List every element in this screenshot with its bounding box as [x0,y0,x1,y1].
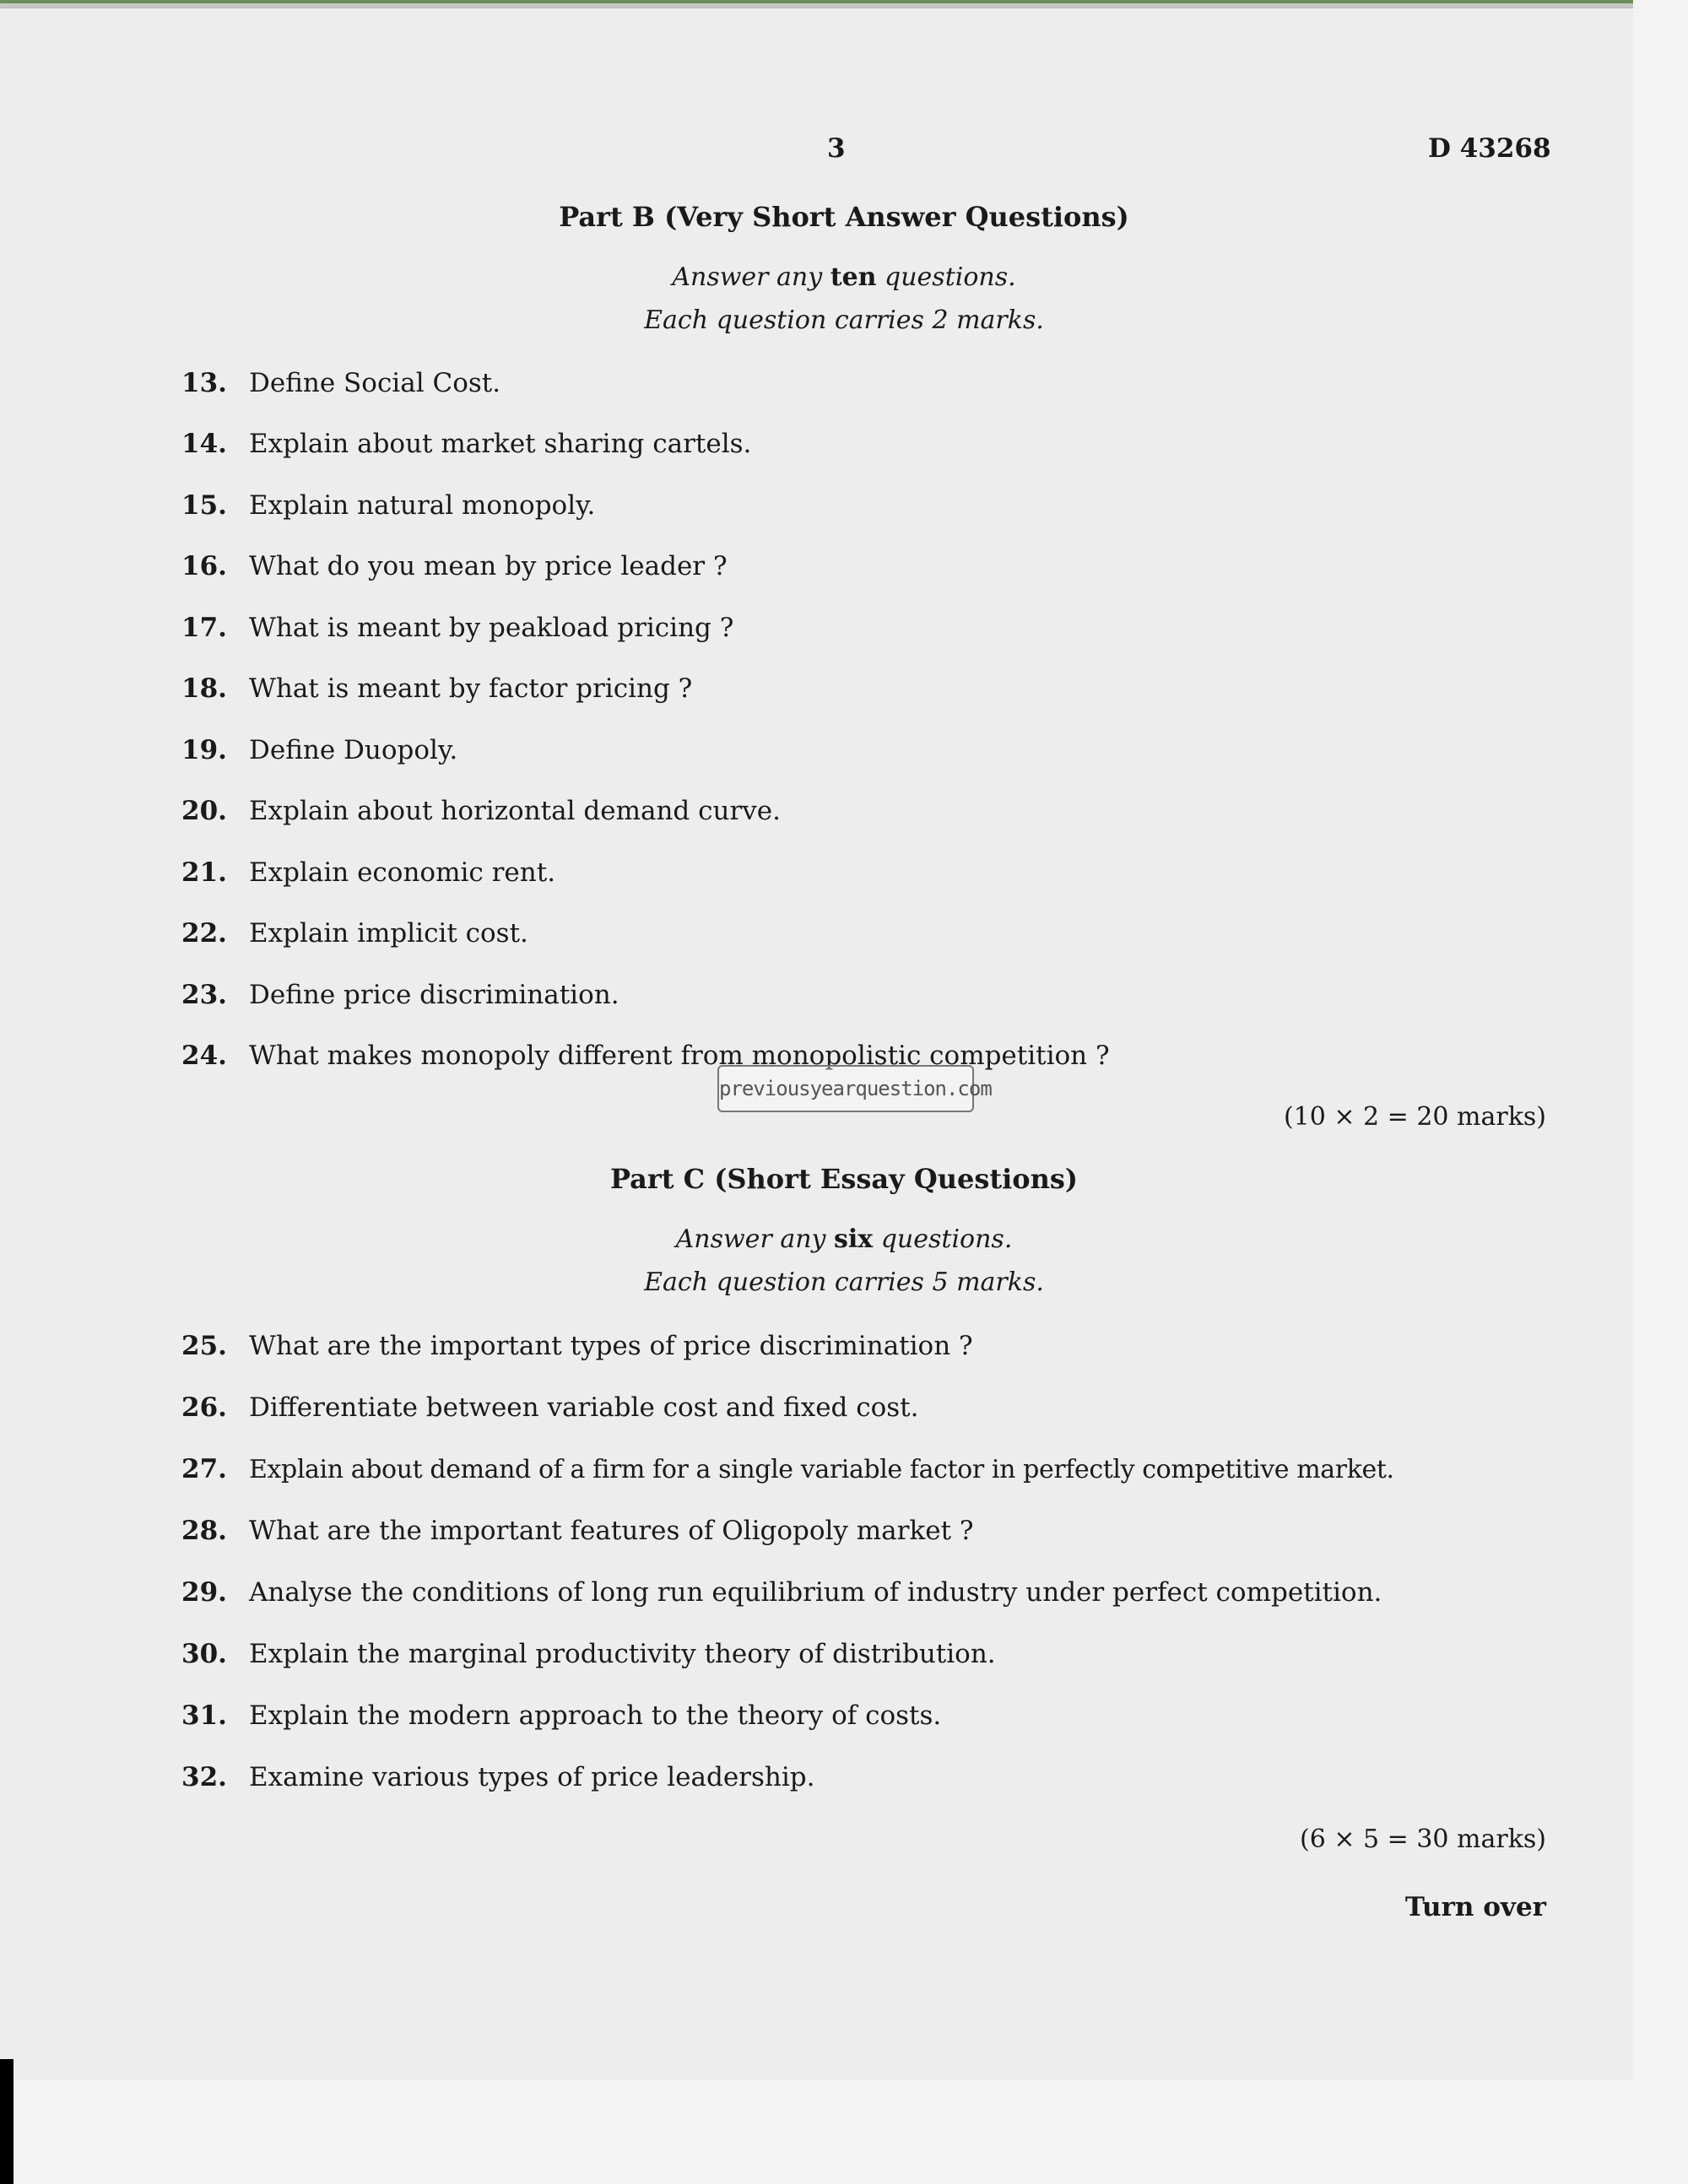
scan-top-edge [0,0,1688,3]
question-item: 15. Explain natural monopoly. [181,490,596,521]
question-item: 23. Define price discrimination. [181,980,619,1010]
question-item: 28. What are the important features of Oligopoly market ? [181,1516,974,1546]
question-item: 18. What is meant by factor pricing ? [181,673,693,704]
question-item: 26. Differentiate between variable cost and fixed cost. [181,1392,919,1423]
question-item: 29. Analyse the conditions of long run equilibrium of industry under perfect competition. [181,1577,1382,1608]
question-item: 21. Explain economic rent. [181,857,556,888]
scan-dark-edge [0,2059,14,2184]
question-item: 19. Define Duopoly. [181,735,458,765]
turn-over-label: Turn over [1404,1892,1546,1922]
watermark-logo: previousyearquestion.com [717,1065,974,1112]
scan-bottom-margin [0,2080,1688,2184]
question-item: 31. Explain the modern approach to the theory of costs. [181,1700,942,1731]
part-b-marks-instruction: Each question carries 2 marks. [644,305,1044,335]
part-c-marks-total: (6 × 5 = 30 marks) [1300,1825,1546,1854]
question-item: 13. Define Social Cost. [181,368,501,398]
question-item: 30. Explain the marginal productivity theory of distribution. [181,1639,996,1669]
question-item: 25. What are the important types of price discrimination ? [181,1331,973,1361]
question-item: 27. Explain about demand of a firm for a single variable factor in perfectly competitive market. [181,1454,1394,1484]
part-c-marks-instruction: Each question carries 5 marks. [644,1268,1044,1297]
page-number: 3 [827,133,846,164]
part-b-marks-total: (10 × 2 = 20 marks) [1283,1102,1546,1132]
part-c-instruction: Answer any six questions. [675,1224,1013,1254]
question-item: 16. What do you mean by price leader ? [181,551,728,581]
document-code: D 43268 [1428,133,1551,164]
question-item: 24. What makes monopoly different from monopolistic competition ? [181,1041,1110,1071]
part-b-instruction: Answer any ten questions. [672,262,1016,292]
question-item: 32. Examine various types of price leadership. [181,1762,815,1792]
question-item: 17. What is meant by peakload pricing ? [181,613,734,643]
question-item: 22. Explain implicit cost. [181,918,528,949]
question-item: 14. Explain about market sharing cartels. [181,429,752,459]
question-item: 20. Explain about horizontal demand curve. [181,796,781,826]
part-c-title: Part C (Short Essay Questions) [609,1163,1079,1195]
part-b-title: Part B (Very Short Answer Questions) [559,201,1129,233]
